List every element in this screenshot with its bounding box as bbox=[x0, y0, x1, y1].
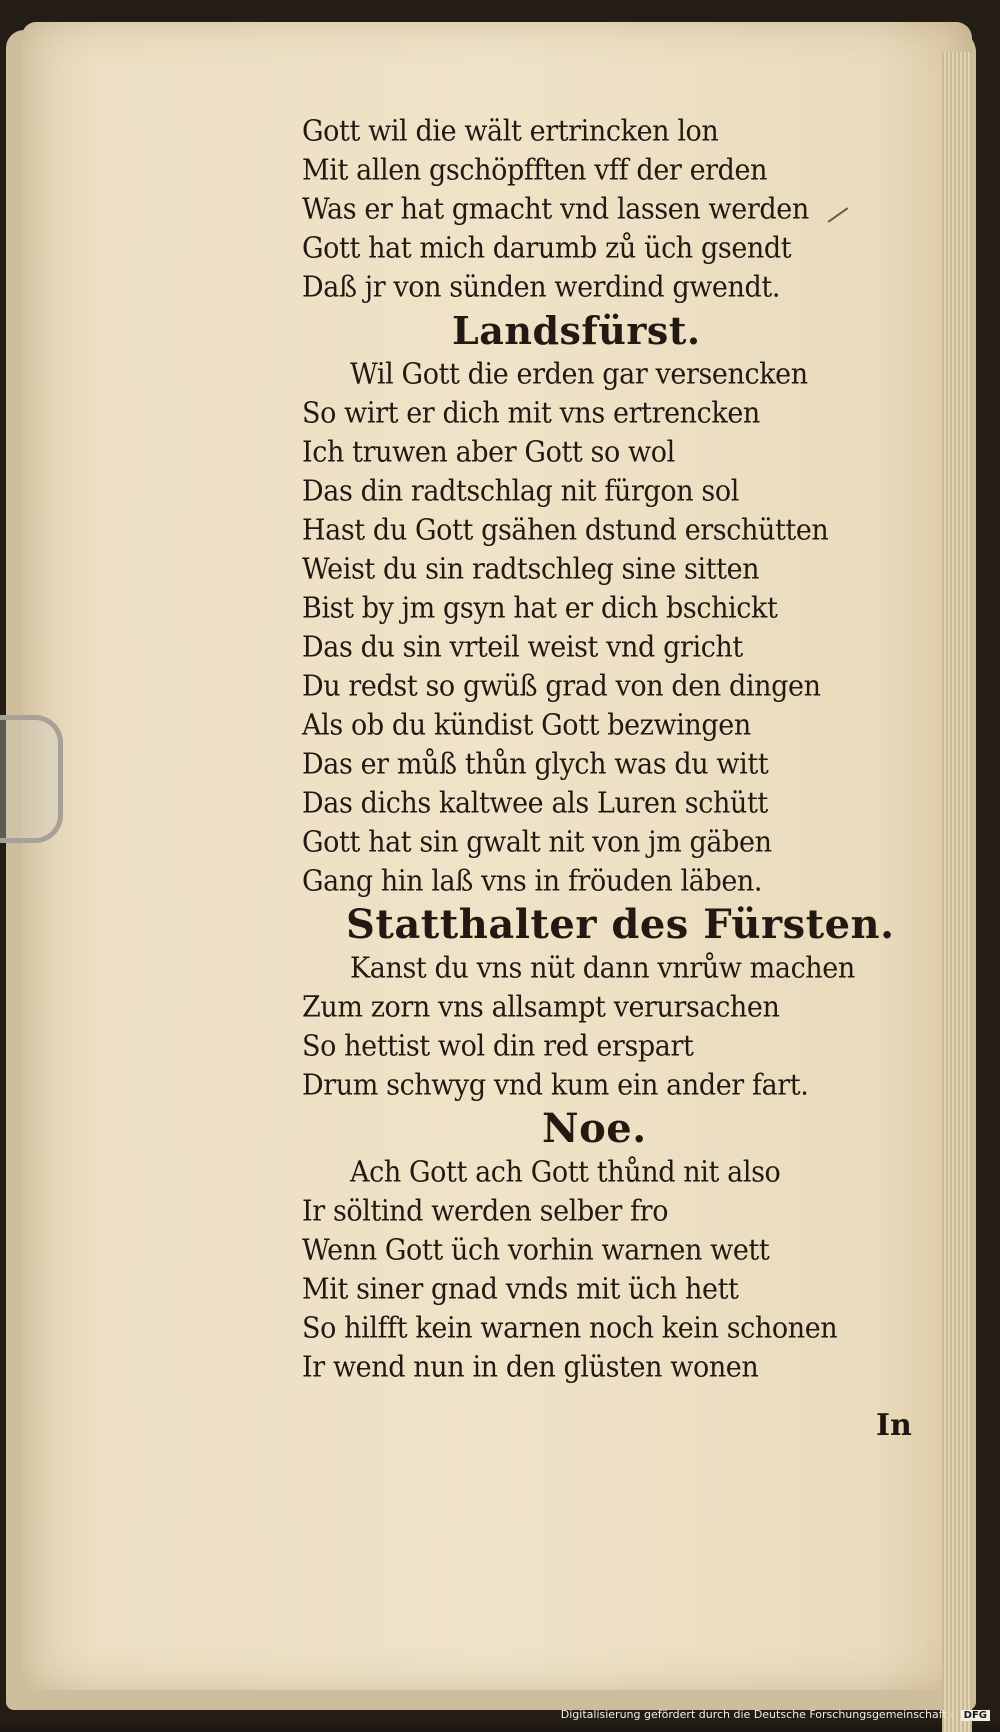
verse-line: Das er můß thůn glych was du witt bbox=[302, 747, 769, 782]
verse-line: Mit allen gschöpfften vff der erden bbox=[302, 153, 768, 188]
verse-line: Ir wend nun in den glüsten wonen bbox=[302, 1350, 759, 1385]
speaker-heading: Noe. bbox=[542, 1105, 647, 1152]
speaker-heading: Statthalter des Fürsten. bbox=[346, 901, 895, 948]
verse-line: Weist du sin radtschleg sine sitten bbox=[302, 552, 760, 587]
verse-line: Was er hat gmacht vnd lassen werden bbox=[302, 192, 809, 227]
verse-line: Ach Gott ach Gott thůnd nit also bbox=[350, 1155, 781, 1190]
verse-text bbox=[302, 112, 942, 1387]
verse-line: Mit siner gnad vnds mit üch hett bbox=[302, 1272, 739, 1307]
clip-icon bbox=[0, 715, 63, 843]
verse-line: Das dichs kaltwee als Luren schütt bbox=[302, 786, 768, 821]
verse-line: So hettist wol din red erspart bbox=[302, 1029, 694, 1064]
footer-credit bbox=[561, 1708, 990, 1721]
verse-line: Das din radtschlag nit fürgon sol bbox=[302, 474, 739, 509]
verse-line: Ich truwen aber Gott so wol bbox=[302, 435, 675, 470]
verse-line: Drum schwyg vnd kum ein ander fart. bbox=[302, 1068, 809, 1103]
verse-line: Bist by jm gsyn hat er dich bschickt bbox=[302, 591, 778, 626]
verse-line: Zum zorn vns allsampt verursachen bbox=[302, 990, 780, 1025]
verse-line: Gang hin laß vns in fröuden läben. bbox=[302, 864, 763, 899]
verse-line: Das du sin vrteil weist vnd gricht bbox=[302, 630, 743, 665]
verse-line: Gott hat mich darumb zů üch gsendt bbox=[302, 231, 792, 266]
verse-line: Wil Gott die erden gar versencken bbox=[350, 357, 808, 392]
verse-line: Wenn Gott üch vorhin warnen wett bbox=[302, 1233, 770, 1268]
speaker-heading: Landsfürst. bbox=[452, 308, 701, 353]
dfg-logo: DFG bbox=[961, 1710, 990, 1721]
verse-line: Kanst du vns nüt dann vnrůw machen bbox=[350, 951, 855, 986]
footer-text: Digitalisierung gefördert durch die Deutsche Forschungsgemeinschaft - bbox=[560, 1708, 955, 1721]
verse-line: Gott hat sin gwalt nit von jm gäben bbox=[302, 825, 772, 860]
verse-line: Daß jr von sünden werdind gwendt. bbox=[302, 270, 781, 305]
verse-line: Hast du Gott gsähen dstund erschütten bbox=[302, 513, 829, 548]
verse-line: So wirt er dich mit vns ertrencken bbox=[302, 396, 760, 431]
verse-line: Du redst so gwüß grad von den dingen bbox=[302, 669, 821, 704]
catchword: In bbox=[876, 1408, 912, 1443]
verse-line: Gott wil die wält ertrincken lon bbox=[302, 114, 719, 149]
verse-line: So hilfft kein warnen noch kein schonen bbox=[302, 1311, 838, 1346]
verse-line: Als ob du kündist Gott bezwingen bbox=[302, 708, 751, 743]
page-stack-edge bbox=[942, 52, 972, 1732]
verse-line: Ir söltind werden selber fro bbox=[302, 1194, 669, 1229]
